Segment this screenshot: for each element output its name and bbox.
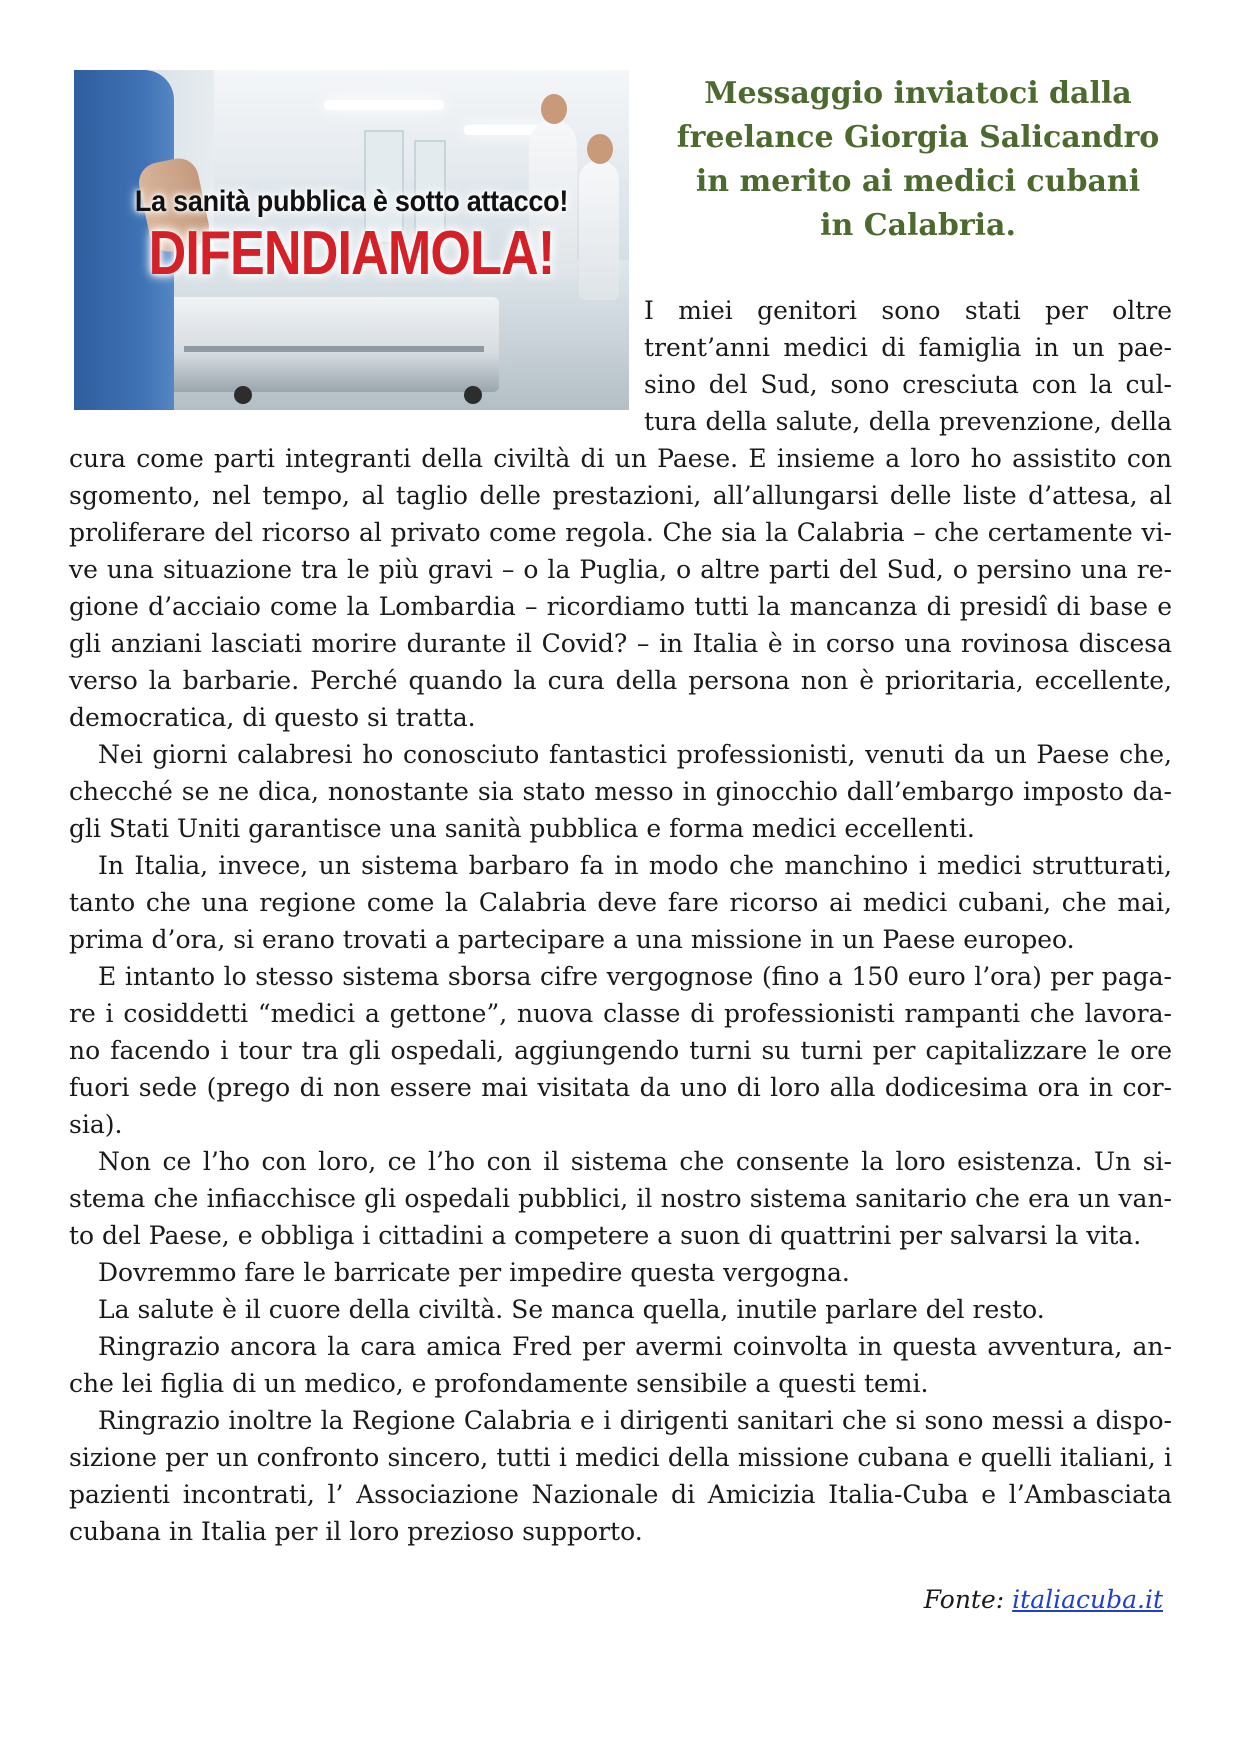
body-paragraph: Nei giorni calabresi ho conosciuto fantastici professionisti, venuti da un Paese che, checché se ne dica, nonostante sia stato messo in ginocchio dall’embargo imposto dagli Stati Uniti garantisce una sanità pubblica e forma medici eccellenti. [69,740,1172,843]
banner-line1: La sanità pubblica è sotto attacco! [134,185,569,218]
source-credit [924,1585,1163,1614]
ceiling-light [324,100,444,110]
body-paragraph: In Italia, invece, un sistema barbaro fa in modo che manchino i medici strutturati, tanto che una regione come la Calabria deve fare ricorso ai medici cubani, che mai, prima d’ora, si erano trovati a partecipare a una missione in un Paese europeo. [69,851,1172,954]
body-paragraph: Dovremmo fare le barricate per impedire questa vergogna. [98,1258,850,1287]
article-title [648,72,1188,248]
title-line: in Calabria. [820,208,1016,243]
source-link[interactable]: italiacuba.it [1012,1585,1163,1614]
body-paragraph: La salute è il cuore della civiltà. Se manca quella, inutile parlare del resto. [98,1295,1045,1324]
image-banner [74,182,629,286]
title-line: freelance Giorgia Salicandro [676,120,1160,155]
title-line: in merito ai medici cubani [695,164,1141,199]
title-line: Messaggio inviatoci dalla [704,76,1132,111]
body-paragraph: Non ce l’ho con loro, ce l’ho con il sistema che consente la loro esistenza. Un sistema che infiacchisce gli ospedali pubblici, il nostro sistema sanitario che era un vanto del Paese, e obbliga i cittadini a competere a suon di quattrini per salvarsi la vita. [69,1147,1172,1250]
banner-line2: DIFENDIAMOLA! [148,219,555,288]
body-paragraph: I miei genitori sono stati per oltre trent’anni medici di famiglia in un paesino del Sud, sono cresciuta con la cultura della salute, della prevenzione, della cura come parti integranti della civiltà di un Paese. E insieme a loro ho assistito con sgomento, nel tempo, al taglio delle prestazioni, all’allungarsi delle liste d’attesa, al proliferare del ricorso al privato come regola. Che sia la Calabria – che certamente vive una situazione tra le più gravi – o la Puglia, o altre parti del Sud, o persino una regione d’acciaio come la Lombardia – ricordiamo tutti la mancanza di presidî di base e gli anziani lasciati morire durante il Covid? – in Italia è in corso una rovinosa discesa verso la barbarie. Perché quando la cura della persona non è prioritaria, eccellente, democratica, di questo si tratta. [69,296,1172,732]
body-paragraph: Ringrazio ancora la cara amica Fred per avermi coinvolta in questa avventura, anche lei figlia di un medico, e profondamente sensibile a questi temi. [69,1332,1172,1398]
body-paragraph: Ringrazio inoltre la Regione Calabria e i dirigenti sanitari che si sono messi a disposizione per un confronto sincero, tutti i medici della missione cubana e quelli italiani, i pazienti incontrati, l’ Associazione Nazionale di Amicizia Italia-Cuba e l’Ambasciata cubana in Italia per il loro prezioso supporto. [69,1406,1172,1546]
source-label: Fonte: [923,1585,1005,1614]
image-wrap-spacer [69,292,644,437]
body-paragraph: E intanto lo stesso sistema sborsa cifre vergognose (fino a 150 euro l’ora) per pagare i cosiddetti “medici a gettone”, nuova classe di professionisti rampanti che lavorano facendo i tour tra gli ospedali, aggiungendo turni su turni per capitalizzare le ore fuori sede (prego di non essere mai visitata da uno di loro alla dodicesima ora in corsia). [69,962,1172,1139]
article-body [69,292,1172,1550]
